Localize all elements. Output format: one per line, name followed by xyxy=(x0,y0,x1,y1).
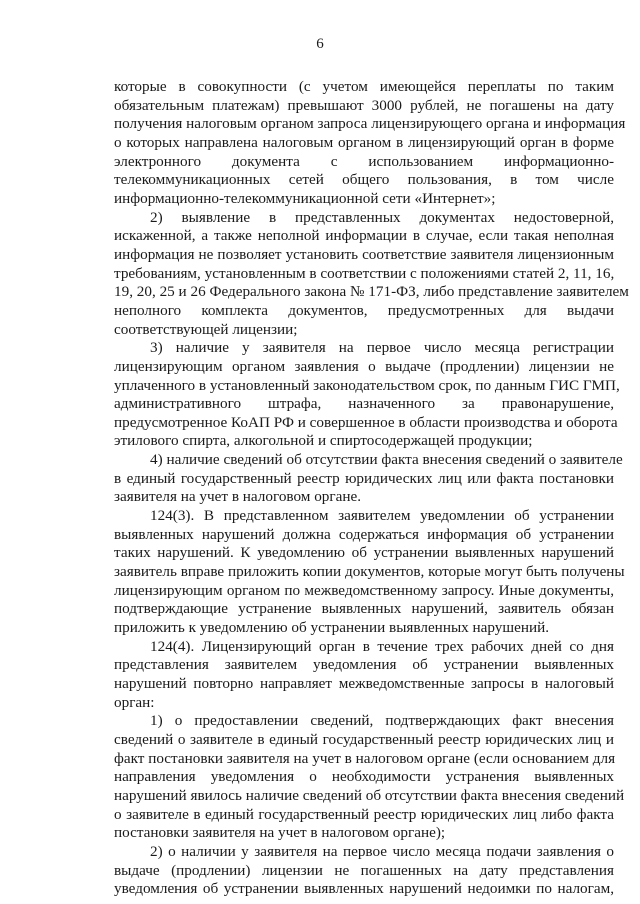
text-line: приложить к уведомлению об устранении выявленных нарушений. xyxy=(114,619,550,637)
text-line: постановки заявителя на учет в налоговом органе); xyxy=(114,824,446,842)
text-line: сведений о заявителе в единый государственный реестр юридических лиц и xyxy=(114,730,614,748)
text-line: подтверждающие устранение выявленных нарушений, заявитель обязан xyxy=(114,600,614,618)
text-line: уплаченного в установленный законодательством срок, по данным ГИС ГМП, xyxy=(114,376,620,394)
text-line: 1) о предоставлении сведений, подтверждающих факт внесения xyxy=(150,712,614,730)
text-line: лицензирующим органом по межведомственному запросу. Иные документы, xyxy=(114,581,614,599)
text-line: в единый государственный реестр юридических лиц или факта постановки xyxy=(114,469,614,487)
text-line: лицензирующим органом заявления о выдаче (продлении) лицензии не xyxy=(114,357,614,375)
text-line: 2) выявление в представленных документах недостоверной, xyxy=(150,208,614,226)
text-line: предусмотренное КоАП РФ и совершенное в области производства и оборота xyxy=(114,413,618,431)
text-line: получения налоговым органом запроса лицензирующего органа и информация xyxy=(114,115,626,133)
text-line: уведомления об устранении выявленных нарушений недоимки по налогам, xyxy=(114,880,614,898)
text-line: искаженной, а также неполной информации в случае, если такая неполная xyxy=(114,227,614,245)
text-line: о которых направлена налоговым органом в лицензирующий орган в форме xyxy=(114,133,614,151)
page-number: 6 xyxy=(316,36,324,52)
text-line: 19, 20, 25 и 26 Федерального закона № 171-ФЗ, либо представление заявителем xyxy=(114,283,629,301)
text-line: соответствующей лицензии; xyxy=(114,320,298,338)
text-line: выявленных нарушений должна содержаться информация об устранении xyxy=(114,525,614,543)
text-line: 3) наличие у заявителя на первое число месяца регистрации xyxy=(150,339,614,357)
text-line: представления заявителем уведомления об устранении выявленных xyxy=(114,656,614,674)
text-line: нарушений повторно направляет межведомственные запросы в налоговый xyxy=(114,675,614,692)
text-line: нарушений явилось наличие сведений об отсутствии факта внесения сведений xyxy=(114,786,625,804)
text-line: 124(3). В представленном заявителем уведомлении об устранении xyxy=(150,507,614,525)
text-line: таких нарушений. К уведомлению об устранении выявленных нарушений xyxy=(114,544,614,562)
text-line: о заявителе в единый государственный реестр юридических лиц либо факта xyxy=(114,805,614,823)
text-line: 2) о наличии у заявителя на первое число месяца подачи заявления о xyxy=(150,842,614,860)
text-line: телекоммуникационных сетей общего пользования, в том числе xyxy=(114,171,614,189)
text-line: информация не позволяет установить соответствие заявителя лицензионным xyxy=(114,245,614,263)
text-line: 4) наличие сведений об отсутствии факта внесения сведений о заявителе xyxy=(150,451,623,469)
text-line: требованиям, установленным в соответствии с положениями статей 2, 11, 16, xyxy=(114,264,615,282)
text-line: заявителя на учет в налоговом органе. xyxy=(114,488,362,506)
text-line: информационно-телекоммуникационной сети «Интернет»; xyxy=(114,189,496,207)
text-line: этилового спирта, алкогольной и спиртосодержащей продукции; xyxy=(114,432,533,450)
text-line: заявитель вправе приложить копии документов, которые могут быть получены xyxy=(114,563,625,581)
text-line: направления уведомления о необходимости устранения выявленных xyxy=(114,768,614,786)
text-line: электронного документа с использованием информационно- xyxy=(114,152,614,170)
text-line: 124(4). Лицензирующий орган в течение трех рабочих дней со дня xyxy=(150,637,614,655)
text-line: факт постановки заявителя на учет в налоговом органе (если основанием для xyxy=(114,749,616,767)
text-line: обязательным платежам) превышают 3000 рублей, не погашены на дату xyxy=(114,96,614,114)
text-line: административного штрафа, назначенного за правонарушение, xyxy=(114,395,614,413)
document-body xyxy=(114,78,629,899)
text-line: которые в совокупности (с учетом имеющейся переплаты по таким xyxy=(114,78,614,95)
text-line: выдаче (продлении) лицензии не погашенных на дату представления xyxy=(114,861,614,879)
text-line: орган: xyxy=(114,693,155,711)
text-line: неполного комплекта документов, предусмотренных для выдачи xyxy=(114,301,614,319)
